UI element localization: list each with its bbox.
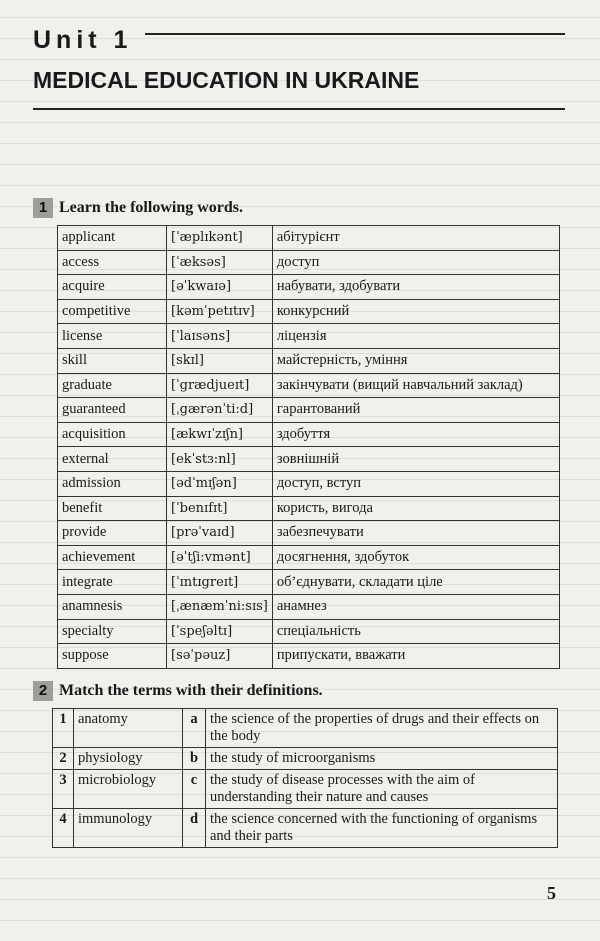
table-row [58,570,560,595]
vocab-word: acquisition [58,422,167,447]
exercise-2-heading [33,681,323,701]
vocab-transcription: [ˈlaɪsəns] [167,324,273,349]
term-name: immunology [74,809,183,848]
vocab-word: graduate [58,373,167,398]
matching-table [52,708,558,848]
vocab-translation: гарантований [272,398,559,423]
table-row [58,348,560,373]
table-row [58,373,560,398]
vocab-translation: забезпечувати [272,521,559,546]
vocab-word: acquire [58,275,167,300]
vocab-transcription: [ˌgærənˈti:d] [167,398,273,423]
vocab-transcription: [prəˈvaɪd] [167,521,273,546]
vocab-word: benefit [58,496,167,521]
vocab-transcription: [ekˈstɜ:nl] [167,447,273,472]
table-row [53,748,558,770]
vocab-word: access [58,250,167,275]
vocab-translation: доступ [272,250,559,275]
vocab-word: skill [58,348,167,373]
vocab-translation: досягнення, здобуток [272,545,559,570]
table-row [53,770,558,809]
vocab-word: applicant [58,226,167,251]
definition-text: the study of disease processes with the aim of understanding their nature and causes [206,770,558,809]
table-row [53,809,558,848]
title-rule [33,108,565,110]
table-row [58,447,560,472]
vocab-transcription: [ˈæplɪkənt] [167,226,273,251]
table-row [58,644,560,669]
table-row [53,709,558,748]
vocab-transcription: [ˌænæmˈni:sɪs] [167,594,273,619]
definition-letter: b [183,748,206,770]
page-number: 5 [547,883,556,903]
vocab-transcription: [ˈɪntɪgreɪt] [167,570,273,595]
vocab-translation: користь, вигода [272,496,559,521]
definition-text: the science of the properties of drugs and their effects on the body [206,709,558,748]
vocab-translation: зовнішній [272,447,559,472]
vocab-translation: конкурсний [272,299,559,324]
vocab-translation: здобуття [272,422,559,447]
vocab-transcription: [ækwɪˈzɪʃn] [167,422,273,447]
vocab-transcription: [ˈspeʃəltɪ] [167,619,273,644]
table-row [58,496,560,521]
vocabulary-table [57,225,560,669]
vocab-translation: анамнез [272,594,559,619]
vocab-word: admission [58,471,167,496]
table-row [58,471,560,496]
definition-letter: d [183,809,206,848]
exercise-1-heading [33,198,243,218]
table-row [58,398,560,423]
vocab-translation: об’єднувати, складати ціле [272,570,559,595]
term-name: anatomy [74,709,183,748]
exercise-number-badge: 2 [33,681,53,701]
definition-letter: c [183,770,206,809]
vocab-translation: абітурієнт [272,226,559,251]
table-row [58,324,560,349]
term-number: 2 [53,748,74,770]
page-title: MEDICAL EDUCATION IN UKRAINE [33,67,420,93]
vocab-word: anamnesis [58,594,167,619]
vocab-word: integrate [58,570,167,595]
vocab-translation: спеціальність [272,619,559,644]
vocab-transcription: [səˈpəuz] [167,644,273,669]
unit-label: Unit 1 [33,26,133,54]
vocab-translation: закінчувати (вищий навчальний заклад) [272,373,559,398]
vocab-transcription: [skɪl] [167,348,273,373]
term-name: physiology [74,748,183,770]
vocab-transcription: [kəmˈpetɪtɪv] [167,299,273,324]
table-row [58,545,560,570]
vocab-word: suppose [58,644,167,669]
term-number: 3 [53,770,74,809]
table-row [58,226,560,251]
vocab-translation: ліцензія [272,324,559,349]
vocab-transcription: [ədˈmɪʃən] [167,471,273,496]
vocab-translation: доступ, вступ [272,471,559,496]
table-row [58,594,560,619]
definition-text: the science concerned with the functioning of organisms and their parts [206,809,558,848]
vocab-transcription: [ˈgrædjueɪt] [167,373,273,398]
header-rule [145,33,565,35]
vocab-transcription: [əˈtʃi:vmənt] [167,545,273,570]
exercise-number-badge: 1 [33,198,53,218]
table-row [58,299,560,324]
exercise-instruction: Match the terms with their definitions. [59,682,323,699]
definition-text: the study of microorganisms [206,748,558,770]
vocab-translation: припускати, вважати [272,644,559,669]
exercise-instruction: Learn the following words. [59,199,243,216]
definition-letter: a [183,709,206,748]
vocab-translation: набувати, здобувати [272,275,559,300]
term-name: microbiology [74,770,183,809]
vocab-word: achievement [58,545,167,570]
vocab-transcription: [ˈbenɪfɪt] [167,496,273,521]
table-row [58,275,560,300]
term-number: 1 [53,709,74,748]
vocab-word: license [58,324,167,349]
vocab-translation: майстерність, уміння [272,348,559,373]
vocab-word: specialty [58,619,167,644]
vocab-word: external [58,447,167,472]
term-number: 4 [53,809,74,848]
table-row [58,250,560,275]
vocab-word: guaranteed [58,398,167,423]
vocab-word: provide [58,521,167,546]
vocab-word: competitive [58,299,167,324]
table-row [58,422,560,447]
table-row [58,521,560,546]
table-row [58,619,560,644]
vocab-transcription: [ˈæksəs] [167,250,273,275]
vocab-transcription: [əˈkwaɪə] [167,275,273,300]
